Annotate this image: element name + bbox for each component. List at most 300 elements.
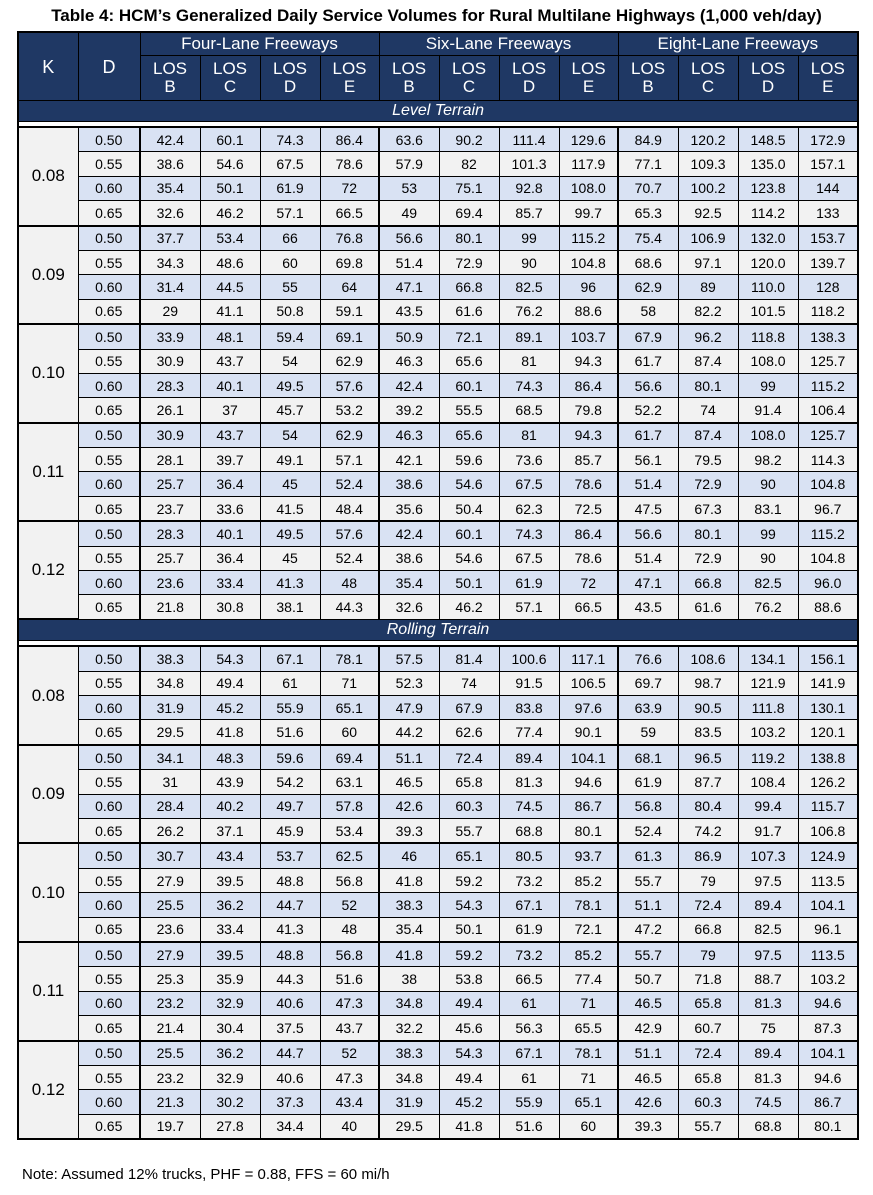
value-cell: 104.1 <box>559 745 618 770</box>
value-cell: 29.5 <box>379 1114 439 1139</box>
value-cell: 53.8 <box>439 967 499 991</box>
table-row <box>18 152 858 176</box>
value-cell: 49.4 <box>439 991 499 1015</box>
value-cell: 69.7 <box>618 671 678 695</box>
d-cell: 0.50 <box>78 646 140 671</box>
value-cell: 36.4 <box>200 472 260 496</box>
value-cell: 35.9 <box>200 967 260 991</box>
value-cell: 51.1 <box>618 893 678 917</box>
value-cell: 86.4 <box>559 373 618 397</box>
los-prefix: LOS <box>452 59 487 78</box>
value-cell: 27.9 <box>140 942 200 967</box>
table-row <box>18 201 858 226</box>
value-cell: 61.3 <box>618 843 678 868</box>
los-letter: D <box>761 77 775 96</box>
value-cell: 59.2 <box>439 868 499 892</box>
value-cell: 40.6 <box>260 1065 320 1089</box>
value-cell: 65.8 <box>439 770 499 794</box>
value-cell: 40.1 <box>200 521 260 546</box>
value-cell: 72 <box>559 571 618 595</box>
value-cell: 41.8 <box>439 1114 499 1139</box>
value-cell: 50.1 <box>439 571 499 595</box>
value-cell: 130.1 <box>798 696 858 720</box>
value-cell: 76.2 <box>499 299 559 324</box>
value-cell: 54.3 <box>439 1041 499 1066</box>
value-cell: 61 <box>260 671 320 695</box>
value-cell: 57.9 <box>379 152 439 176</box>
value-cell: 106.9 <box>678 226 738 251</box>
los-letter: C <box>701 77 715 96</box>
value-cell: 125.7 <box>798 349 858 373</box>
value-cell: 63.1 <box>320 770 379 794</box>
value-cell: 44.7 <box>260 1041 320 1066</box>
value-cell: 41.3 <box>260 917 320 942</box>
value-cell: 71 <box>320 671 379 695</box>
terrain-row <box>18 619 858 641</box>
value-cell: 44.5 <box>200 275 260 299</box>
value-cell: 49.5 <box>260 521 320 546</box>
value-cell: 72 <box>320 176 379 200</box>
value-cell: 59.6 <box>439 448 499 472</box>
value-cell: 65.8 <box>678 991 738 1015</box>
value-cell: 59 <box>618 720 678 745</box>
value-cell: 103.7 <box>559 324 618 349</box>
value-cell: 73.2 <box>499 942 559 967</box>
value-cell: 38.3 <box>379 1041 439 1066</box>
value-cell: 139.7 <box>798 250 858 274</box>
value-cell: 46 <box>379 843 439 868</box>
value-cell: 108.0 <box>738 349 798 373</box>
value-cell: 71 <box>559 1065 618 1089</box>
value-cell: 89.4 <box>738 1041 798 1066</box>
value-cell: 48.6 <box>200 250 260 274</box>
value-cell: 54 <box>260 349 320 373</box>
los-prefix: LOS <box>392 59 427 78</box>
header-los-cell <box>200 56 260 101</box>
value-cell: 50.1 <box>439 917 499 942</box>
value-cell: 74.5 <box>738 1090 798 1114</box>
value-cell: 55.7 <box>678 1114 738 1139</box>
los-letter: E <box>343 77 356 96</box>
value-cell: 96.1 <box>798 917 858 942</box>
table-row <box>18 1041 858 1066</box>
k-cell: 0.12 <box>18 521 78 619</box>
value-cell: 65.5 <box>559 1016 618 1041</box>
value-cell: 80.1 <box>439 226 499 251</box>
value-cell: 50.4 <box>439 496 499 521</box>
value-cell: 63.6 <box>379 127 439 152</box>
value-cell: 33.4 <box>200 917 260 942</box>
value-cell: 64 <box>320 275 379 299</box>
value-cell: 48.4 <box>320 496 379 521</box>
value-cell: 34.4 <box>260 1114 320 1139</box>
value-cell: 42.6 <box>379 794 439 818</box>
value-cell: 34.3 <box>140 250 200 274</box>
value-cell: 96.5 <box>678 745 738 770</box>
value-cell: 46.5 <box>618 991 678 1015</box>
value-cell: 56.1 <box>618 448 678 472</box>
value-cell: 23.2 <box>140 991 200 1015</box>
value-cell: 99.4 <box>738 794 798 818</box>
table-row <box>18 324 858 349</box>
value-cell: 90.2 <box>439 127 499 152</box>
value-cell: 65.1 <box>439 843 499 868</box>
table-row <box>18 1016 858 1041</box>
value-cell: 148.5 <box>738 127 798 152</box>
table-row <box>18 843 858 868</box>
value-cell: 108.6 <box>678 646 738 671</box>
value-cell: 66.8 <box>439 275 499 299</box>
value-cell: 92.8 <box>499 176 559 200</box>
value-cell: 91.4 <box>738 398 798 423</box>
value-cell: 71.8 <box>678 967 738 991</box>
value-cell: 141.9 <box>798 671 858 695</box>
table-row <box>18 696 858 720</box>
value-cell: 62.9 <box>320 349 379 373</box>
value-cell: 97.5 <box>738 868 798 892</box>
table-row <box>18 250 858 274</box>
value-cell: 36.2 <box>200 1041 260 1066</box>
value-cell: 23.2 <box>140 1065 200 1089</box>
value-cell: 42.4 <box>140 127 200 152</box>
value-cell: 120.1 <box>798 720 858 745</box>
value-cell: 84.9 <box>618 127 678 152</box>
value-cell: 51.4 <box>618 546 678 570</box>
los-prefix: LOS <box>332 59 367 78</box>
table-row <box>18 496 858 521</box>
value-cell: 29.5 <box>140 720 200 745</box>
value-cell: 78.6 <box>559 546 618 570</box>
value-cell: 83.5 <box>678 720 738 745</box>
value-cell: 90 <box>738 472 798 496</box>
value-cell: 55.9 <box>260 696 320 720</box>
value-cell: 86.7 <box>559 794 618 818</box>
value-cell: 78.1 <box>559 1041 618 1066</box>
value-cell: 48.8 <box>260 868 320 892</box>
d-cell: 0.60 <box>78 696 140 720</box>
value-cell: 57.5 <box>379 646 439 671</box>
value-cell: 46.3 <box>379 423 439 448</box>
value-cell: 120.2 <box>678 127 738 152</box>
value-cell: 57.1 <box>499 595 559 619</box>
header-los-cell <box>798 56 858 101</box>
d-cell: 0.50 <box>78 521 140 546</box>
value-cell: 72.1 <box>439 324 499 349</box>
los-prefix: LOS <box>152 59 188 78</box>
los-header-row <box>18 56 858 101</box>
header-los-cell <box>618 56 678 101</box>
value-cell: 86.4 <box>320 127 379 152</box>
terrain-label: Level Terrain <box>18 101 858 122</box>
header-los-cell <box>379 56 439 101</box>
value-cell: 67.5 <box>499 546 559 570</box>
value-cell: 118.8 <box>738 324 798 349</box>
value-cell: 51.1 <box>618 1041 678 1066</box>
value-cell: 86.4 <box>559 521 618 546</box>
value-cell: 45 <box>260 472 320 496</box>
value-cell: 35.4 <box>379 571 439 595</box>
header-los-cell <box>320 56 379 101</box>
value-cell: 61 <box>499 991 559 1015</box>
value-cell: 41.8 <box>379 868 439 892</box>
value-cell: 73.2 <box>499 868 559 892</box>
d-cell: 0.65 <box>78 917 140 942</box>
table-row <box>18 299 858 324</box>
value-cell: 43.5 <box>379 299 439 324</box>
value-cell: 60.3 <box>439 794 499 818</box>
value-cell: 53.4 <box>320 819 379 844</box>
value-cell: 60.1 <box>200 127 260 152</box>
value-cell: 65.8 <box>678 1065 738 1089</box>
value-cell: 89 <box>678 275 738 299</box>
table-row <box>18 646 858 671</box>
d-cell: 0.55 <box>78 770 140 794</box>
value-cell: 100.2 <box>678 176 738 200</box>
d-cell: 0.60 <box>78 1090 140 1114</box>
value-cell: 80.4 <box>678 794 738 818</box>
value-cell: 76.8 <box>320 226 379 251</box>
terrain-row <box>18 101 858 122</box>
value-cell: 51.6 <box>320 967 379 991</box>
value-cell: 85.2 <box>559 868 618 892</box>
value-cell: 23.7 <box>140 496 200 521</box>
service-volume-table <box>17 31 859 1140</box>
value-cell: 65.3 <box>618 201 678 226</box>
value-cell: 37.1 <box>200 819 260 844</box>
value-cell: 36.4 <box>200 546 260 570</box>
d-cell: 0.55 <box>78 152 140 176</box>
value-cell: 53.7 <box>260 843 320 868</box>
value-cell: 172.9 <box>798 127 858 152</box>
value-cell: 36.2 <box>200 893 260 917</box>
value-cell: 72.9 <box>678 546 738 570</box>
value-cell: 74.5 <box>499 794 559 818</box>
value-cell: 32.6 <box>379 595 439 619</box>
table-row <box>18 720 858 745</box>
value-cell: 42.6 <box>618 1090 678 1114</box>
value-cell: 47.3 <box>320 991 379 1015</box>
value-cell: 82.5 <box>499 275 559 299</box>
table-row <box>18 770 858 794</box>
value-cell: 96.7 <box>798 496 858 521</box>
value-cell: 44.2 <box>379 720 439 745</box>
header-los-cell <box>738 56 798 101</box>
los-letter: E <box>822 77 834 96</box>
header-los-cell <box>140 56 200 101</box>
value-cell: 39.5 <box>200 942 260 967</box>
value-cell: 89.4 <box>499 745 559 770</box>
value-cell: 31.9 <box>379 1090 439 1114</box>
value-cell: 44.7 <box>260 893 320 917</box>
value-cell: 42.1 <box>379 448 439 472</box>
value-cell: 138.3 <box>798 324 858 349</box>
value-cell: 98.7 <box>678 671 738 695</box>
value-cell: 39.3 <box>379 819 439 844</box>
value-cell: 53.2 <box>320 398 379 423</box>
value-cell: 92.5 <box>678 201 738 226</box>
value-cell: 77.4 <box>559 967 618 991</box>
header-los-cell <box>260 56 320 101</box>
value-cell: 59.6 <box>260 745 320 770</box>
value-cell: 51.1 <box>379 745 439 770</box>
value-cell: 82.2 <box>678 299 738 324</box>
value-cell: 74 <box>439 671 499 695</box>
value-cell: 83.8 <box>499 696 559 720</box>
value-cell: 25.7 <box>140 546 200 570</box>
value-cell: 121.9 <box>738 671 798 695</box>
value-cell: 35.4 <box>140 176 200 200</box>
table-row <box>18 521 858 546</box>
d-cell: 0.65 <box>78 398 140 423</box>
value-cell: 67.3 <box>678 496 738 521</box>
value-cell: 56.8 <box>618 794 678 818</box>
value-cell: 60.3 <box>678 1090 738 1114</box>
value-cell: 55.7 <box>618 868 678 892</box>
value-cell: 101.5 <box>738 299 798 324</box>
value-cell: 32.9 <box>200 1065 260 1089</box>
value-cell: 38.3 <box>379 893 439 917</box>
value-cell: 120.0 <box>738 250 798 274</box>
d-cell: 0.65 <box>78 496 140 521</box>
value-cell: 46.2 <box>200 201 260 226</box>
d-cell: 0.50 <box>78 843 140 868</box>
value-cell: 33.6 <box>200 496 260 521</box>
value-cell: 72.4 <box>678 1041 738 1066</box>
value-cell: 109.3 <box>678 152 738 176</box>
value-cell: 31.4 <box>140 275 200 299</box>
value-cell: 61.6 <box>439 299 499 324</box>
value-cell: 128 <box>798 275 858 299</box>
d-cell: 0.65 <box>78 819 140 844</box>
los-prefix: LOS <box>512 59 547 78</box>
table-row <box>18 423 858 448</box>
value-cell: 135.0 <box>738 152 798 176</box>
value-cell: 57.6 <box>320 521 379 546</box>
k-cell: 0.10 <box>18 843 78 942</box>
value-cell: 43.7 <box>320 1016 379 1041</box>
value-cell: 55.7 <box>439 819 499 844</box>
value-cell: 54.2 <box>260 770 320 794</box>
d-cell: 0.60 <box>78 373 140 397</box>
value-cell: 55.5 <box>439 398 499 423</box>
value-cell: 39.5 <box>200 868 260 892</box>
value-cell: 30.8 <box>200 595 260 619</box>
value-cell: 61 <box>499 1065 559 1089</box>
value-cell: 37.3 <box>260 1090 320 1114</box>
value-cell: 65.1 <box>320 696 379 720</box>
value-cell: 81.3 <box>738 1065 798 1089</box>
value-cell: 61.7 <box>618 349 678 373</box>
value-cell: 43.9 <box>200 770 260 794</box>
value-cell: 50.8 <box>260 299 320 324</box>
value-cell: 62.5 <box>320 843 379 868</box>
value-cell: 104.8 <box>559 250 618 274</box>
value-cell: 62.3 <box>499 496 559 521</box>
value-cell: 56.8 <box>320 868 379 892</box>
value-cell: 80.1 <box>678 521 738 546</box>
value-cell: 72.9 <box>439 250 499 274</box>
value-cell: 42.4 <box>379 521 439 546</box>
value-cell: 81.3 <box>499 770 559 794</box>
los-letter: C <box>462 77 476 96</box>
table-row <box>18 1114 858 1139</box>
d-cell: 0.55 <box>78 1065 140 1089</box>
value-cell: 40.2 <box>200 794 260 818</box>
d-cell: 0.60 <box>78 472 140 496</box>
table-row <box>18 373 858 397</box>
value-cell: 85.7 <box>559 448 618 472</box>
value-cell: 117.1 <box>559 646 618 671</box>
value-cell: 76.6 <box>618 646 678 671</box>
los-letter: D <box>283 77 297 96</box>
value-cell: 50.1 <box>200 176 260 200</box>
value-cell: 52 <box>320 893 379 917</box>
value-cell: 72.1 <box>559 917 618 942</box>
value-cell: 48.3 <box>200 745 260 770</box>
d-cell: 0.55 <box>78 868 140 892</box>
value-cell: 60 <box>260 250 320 274</box>
k-cell: 0.12 <box>18 1041 78 1140</box>
value-cell: 103.2 <box>798 967 858 991</box>
value-cell: 40.1 <box>200 373 260 397</box>
value-cell: 28.3 <box>140 521 200 546</box>
header-los-cell <box>439 56 499 101</box>
value-cell: 57.6 <box>320 373 379 397</box>
value-cell: 101.3 <box>499 152 559 176</box>
d-cell: 0.55 <box>78 250 140 274</box>
table-row <box>18 893 858 917</box>
table-row <box>18 917 858 942</box>
value-cell: 133 <box>798 201 858 226</box>
d-cell: 0.65 <box>78 299 140 324</box>
value-cell: 59.2 <box>439 942 499 967</box>
value-cell: 52.4 <box>618 819 678 844</box>
k-cell: 0.08 <box>18 646 78 745</box>
value-cell: 41.1 <box>200 299 260 324</box>
table-row <box>18 275 858 299</box>
value-cell: 58 <box>618 299 678 324</box>
value-cell: 67.9 <box>618 324 678 349</box>
value-cell: 89.1 <box>499 324 559 349</box>
value-cell: 21.8 <box>140 595 200 619</box>
value-cell: 113.5 <box>798 868 858 892</box>
value-cell: 61.7 <box>618 423 678 448</box>
value-cell: 52.2 <box>618 398 678 423</box>
value-cell: 32.6 <box>140 201 200 226</box>
value-cell: 106.5 <box>559 671 618 695</box>
value-cell: 88.6 <box>559 299 618 324</box>
value-cell: 107.3 <box>738 843 798 868</box>
value-cell: 78.1 <box>320 646 379 671</box>
table-row <box>18 349 858 373</box>
k-cell: 0.08 <box>18 127 78 226</box>
value-cell: 26.2 <box>140 819 200 844</box>
value-cell: 113.5 <box>798 942 858 967</box>
value-cell: 41.3 <box>260 571 320 595</box>
value-cell: 37 <box>200 398 260 423</box>
value-cell: 43.7 <box>200 423 260 448</box>
value-cell: 69.4 <box>320 745 379 770</box>
value-cell: 39.7 <box>200 448 260 472</box>
value-cell: 67.1 <box>499 1041 559 1066</box>
value-cell: 25.7 <box>140 472 200 496</box>
d-cell: 0.55 <box>78 448 140 472</box>
d-cell: 0.60 <box>78 275 140 299</box>
value-cell: 144 <box>798 176 858 200</box>
value-cell: 30.9 <box>140 423 200 448</box>
value-cell: 45 <box>260 546 320 570</box>
value-cell: 45.2 <box>439 1090 499 1114</box>
